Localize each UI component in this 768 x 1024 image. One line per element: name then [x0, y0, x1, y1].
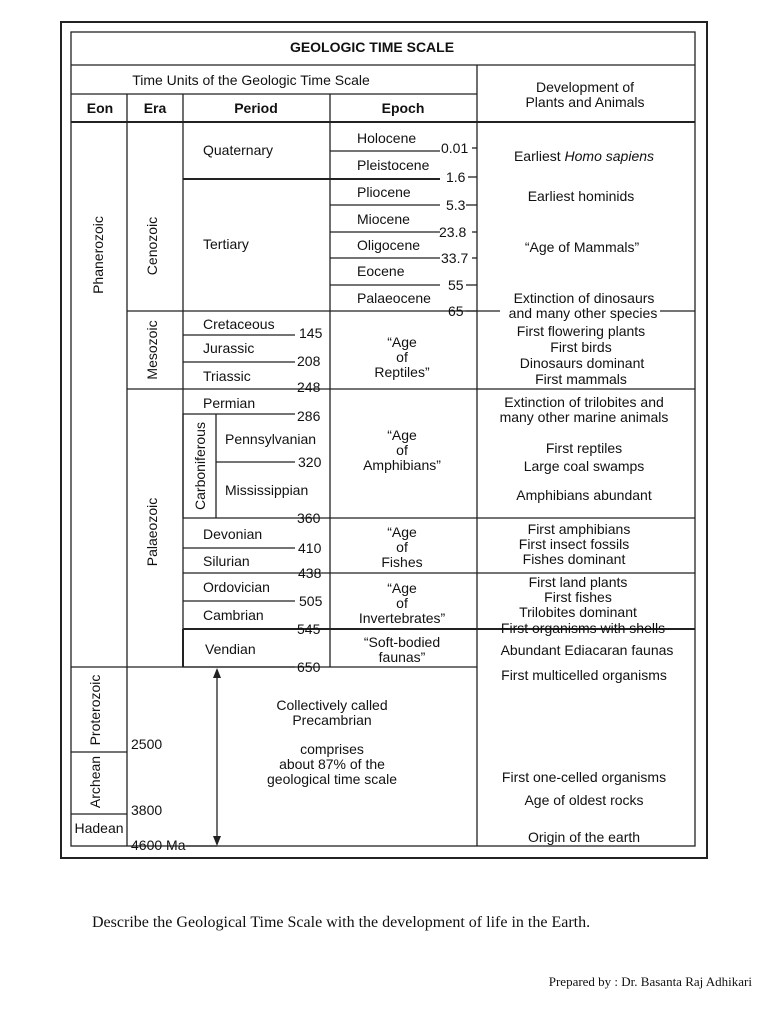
development-item: First one-celled organisms — [501, 769, 667, 785]
age-of-amphibians-line: Amphibians” — [363, 457, 441, 473]
age-label: 320 — [298, 454, 322, 470]
age-label: 286 — [297, 408, 321, 424]
eon-hadean: Hadean — [74, 820, 124, 836]
development-item: Dinosaurs dominant — [519, 355, 645, 371]
age-of-fishes-line: Fishes — [381, 554, 423, 570]
age-label: 2500 — [131, 736, 163, 752]
age-of-amphibians-line: “Age — [387, 427, 417, 443]
age-of-fishes-line: of — [396, 539, 408, 555]
age-label: 360 — [297, 510, 321, 526]
age-of-invertebrates-line: “Age — [387, 580, 417, 596]
period-triassic: Triassic — [203, 368, 251, 384]
development-header-line-1: Development of — [535, 79, 635, 95]
period-jurassic: Jurassic — [203, 340, 255, 356]
table-title: GEOLOGIC TIME SCALE — [289, 39, 455, 55]
development-item: Age of oldest rocks — [524, 792, 644, 808]
period-devonian: Devonian — [203, 526, 263, 542]
development-item: Extinction of trilobites and — [504, 394, 664, 410]
epoch-palaeocene: Palaeocene — [357, 290, 431, 306]
age-label: 505 — [299, 593, 323, 609]
age-label: 65 — [448, 303, 464, 319]
development-item: Trilobites dominant — [519, 604, 637, 620]
column-header-era: Era — [143, 100, 167, 116]
question-text: Describe the Geological Time Scale with the development of life in the Earth. — [92, 914, 591, 931]
age-of-reptiles-line: Reptiles” — [374, 364, 430, 380]
epoch-pleistocene: Pleistocene — [357, 157, 430, 173]
development-item: Large coal swamps — [523, 458, 645, 474]
age-label: 3800 — [131, 802, 163, 818]
age-label: 55 — [448, 277, 464, 293]
column-header-period: Period — [234, 100, 278, 116]
development-item: and many other species — [508, 305, 658, 321]
age-label: 545 — [297, 621, 321, 637]
development-item: First organisms with shells — [500, 620, 666, 636]
credit-text: Prepared by : Dr. Basanta Raj Adhikari — [548, 974, 752, 989]
precambrian-note-line: about 87% of the — [279, 756, 385, 772]
development-item: Abundant Ediacaran faunas — [500, 642, 674, 658]
period-quaternary: Quaternary — [203, 142, 274, 158]
age-of-fishes-line: “Age — [387, 524, 417, 540]
age-of-invertebrates-line: of — [396, 595, 408, 611]
age-of-invertebrates-line: Invertebrates” — [358, 610, 446, 626]
column-header-eon: Eon — [86, 100, 114, 116]
precambrian-note-line: Precambrian — [292, 712, 372, 728]
development-item: Origin of the earth — [527, 829, 641, 845]
period-pennsylvanian: Pennsylvanian — [225, 431, 317, 447]
development-item: First multicelled organisms — [501, 667, 667, 683]
age-label: 410 — [298, 540, 322, 556]
eon-archean: Archean — [87, 755, 103, 809]
period-vendian: Vendian — [205, 641, 256, 657]
development-item: “Age of Mammals” — [524, 239, 640, 255]
period-permian: Permian — [203, 395, 256, 411]
development-item: Extinction of dinosaurs — [513, 290, 655, 306]
development-earliest-homo-sapiens: Earliest Homo sapiens — [513, 148, 655, 164]
development-item: First amphibians — [527, 521, 631, 537]
development-header-line-2: Plants and Animals — [525, 94, 645, 110]
age-label: 23.8 — [439, 224, 467, 240]
development-item: First fishes — [544, 589, 612, 605]
epoch-pliocene: Pliocene — [357, 184, 411, 200]
age-label: 0.01 — [441, 140, 469, 156]
eon-proterozoic: Proterozoic — [87, 674, 103, 746]
development-item: Fishes dominant — [522, 551, 626, 567]
precambrian-note-line: geological time scale — [267, 771, 397, 787]
development-item: First reptiles — [545, 440, 623, 456]
development-item: Earliest hominids — [527, 188, 635, 204]
age-label: 4600 Ma — [131, 837, 186, 853]
age-label: 650 — [297, 659, 321, 675]
time-units-header: Time Units of the Geologic Time Scale — [132, 72, 370, 88]
age-label: 145 — [299, 325, 323, 341]
column-header-epoch: Epoch — [381, 100, 425, 116]
age-label: 248 — [297, 379, 321, 395]
age-label: 208 — [297, 353, 321, 369]
epoch-miocene: Miocene — [357, 211, 410, 227]
age-label: 33.7 — [441, 250, 469, 266]
age-label: 5.3 — [446, 197, 466, 213]
epoch-oligocene: Oligocene — [357, 237, 421, 253]
development-item: First mammals — [535, 371, 627, 387]
period-cambrian: Cambrian — [203, 607, 264, 623]
precambrian-note-line: comprises — [300, 741, 364, 757]
era-mesozoic: Mesozoic — [144, 320, 160, 380]
age-of-reptiles-line: “Age — [387, 334, 417, 350]
period-ordovician: Ordovician — [203, 579, 270, 595]
eon-phanerozoic: Phanerozoic — [90, 216, 106, 294]
age-of-amphibians-line: of — [396, 442, 408, 458]
development-item: First flowering plants — [516, 323, 646, 339]
epoch-holocene: Holocene — [357, 130, 417, 146]
era-cenozoic: Cenozoic — [144, 216, 160, 276]
period-silurian: Silurian — [203, 553, 250, 569]
development-item: First land plants — [528, 574, 628, 590]
development-item: many other marine animals — [499, 409, 669, 425]
development-item: First insect fossils — [518, 536, 630, 552]
development-item: Amphibians abundant — [516, 487, 652, 503]
soft-bodied-faunas-line: “Soft-bodied — [363, 634, 441, 650]
period-cretaceous: Cretaceous — [203, 316, 275, 332]
development-item: First birds — [550, 339, 612, 355]
age-label: 1.6 — [446, 169, 466, 185]
period-tertiary: Tertiary — [203, 236, 249, 252]
age-of-reptiles-line: of — [396, 349, 408, 365]
period-mississippian: Mississippian — [225, 482, 309, 498]
period-carboniferous: Carboniferous — [192, 422, 208, 510]
soft-bodied-faunas-line: faunas” — [378, 649, 426, 665]
epoch-eocene: Eocene — [357, 263, 405, 279]
era-palaeozoic: Palaeozoic — [144, 497, 160, 567]
precambrian-note-line: Collectively called — [276, 697, 388, 713]
age-label: 438 — [298, 565, 322, 581]
